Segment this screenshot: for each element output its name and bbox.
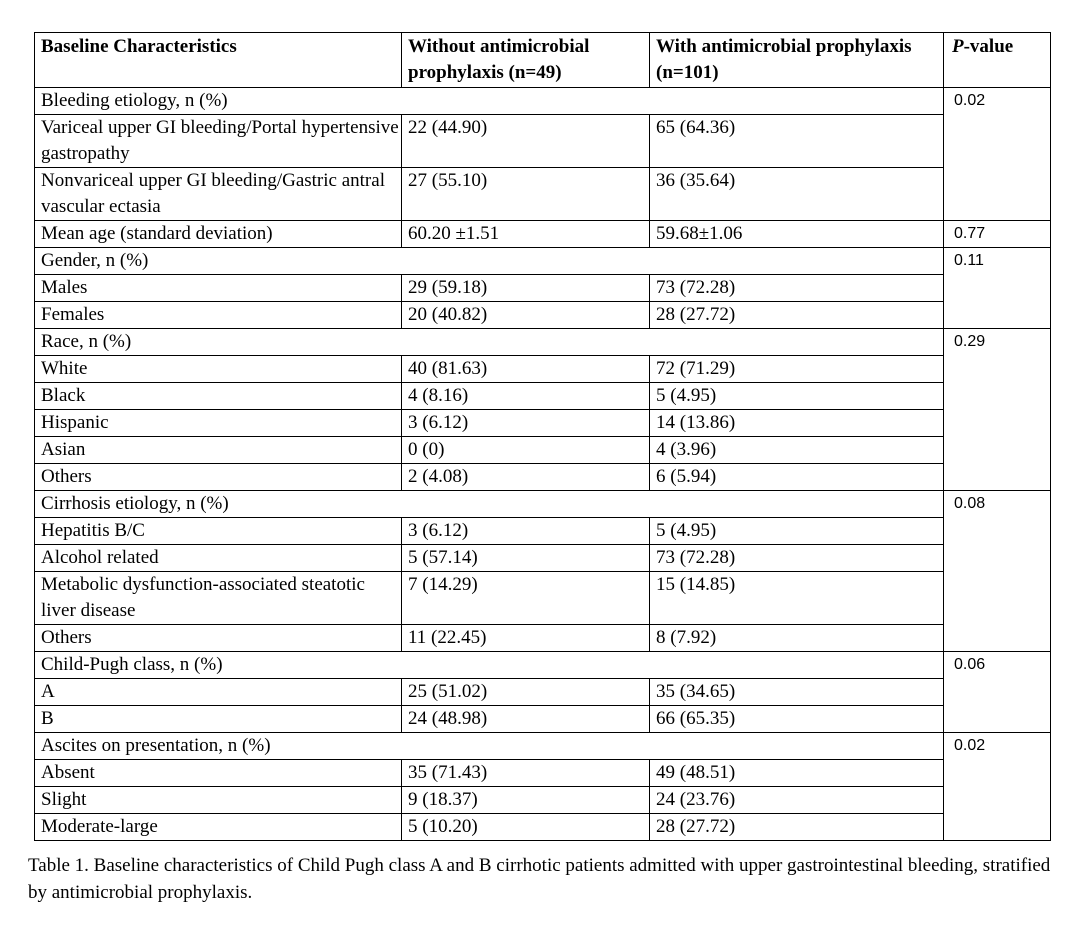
table-row <box>35 410 1051 437</box>
table-row <box>35 760 1051 787</box>
row-with-value: 24 (23.76) <box>650 787 944 814</box>
row-without-value: 22 (44.90) <box>402 115 650 168</box>
table-group-row <box>35 491 1051 518</box>
header-p-value <box>944 33 1051 88</box>
table-group-row <box>35 88 1051 115</box>
row-label: Absent <box>35 760 402 787</box>
table-row <box>35 679 1051 706</box>
table-row <box>35 383 1051 410</box>
row-without-value: 60.20 ±1.51 <box>402 221 650 248</box>
row-without-value: 5 (57.14) <box>402 545 650 572</box>
group-title: Gender, n (%) <box>35 248 944 275</box>
group-p-value: 0.02 <box>944 733 1051 841</box>
group-title: Cirrhosis etiology, n (%) <box>35 491 944 518</box>
row-without-value: 29 (59.18) <box>402 275 650 302</box>
table-row <box>35 518 1051 545</box>
row-without-value: 0 (0) <box>402 437 650 464</box>
row-with-value: 5 (4.95) <box>650 518 944 545</box>
table-row <box>35 625 1051 652</box>
row-without-value: 35 (71.43) <box>402 760 650 787</box>
row-label: A <box>35 679 402 706</box>
row-without-value: 24 (48.98) <box>402 706 650 733</box>
table-group-row <box>35 248 1051 275</box>
row-without-value: 40 (81.63) <box>402 356 650 383</box>
row-with-value: 6 (5.94) <box>650 464 944 491</box>
table-group-row <box>35 652 1051 679</box>
row-label: White <box>35 356 402 383</box>
row-without-value: 4 (8.16) <box>402 383 650 410</box>
row-without-value: 9 (18.37) <box>402 787 650 814</box>
row-label: B <box>35 706 402 733</box>
row-label: Black <box>35 383 402 410</box>
row-with-value: 73 (72.28) <box>650 275 944 302</box>
row-without-value: 7 (14.29) <box>402 572 650 625</box>
row-without-value: 11 (22.45) <box>402 625 650 652</box>
row-label: Hispanic <box>35 410 402 437</box>
row-with-value: 49 (48.51) <box>650 760 944 787</box>
row-without-value: 3 (6.12) <box>402 518 650 545</box>
row-label: Asian <box>35 437 402 464</box>
table-row <box>35 356 1051 383</box>
table-header-row <box>35 33 1051 88</box>
row-without-value: 27 (55.10) <box>402 168 650 221</box>
row-with-value: 28 (27.72) <box>650 302 944 329</box>
table-body <box>35 88 1051 841</box>
table-row <box>35 302 1051 329</box>
row-without-value: 3 (6.12) <box>402 410 650 437</box>
row-with-value: 14 (13.86) <box>650 410 944 437</box>
table-row <box>35 464 1051 491</box>
table-row <box>35 437 1051 464</box>
row-without-value: 2 (4.08) <box>402 464 650 491</box>
row-with-value: 5 (4.95) <box>650 383 944 410</box>
table-row <box>35 115 1051 168</box>
row-with-value: 72 (71.29) <box>650 356 944 383</box>
table-row <box>35 814 1051 841</box>
row-with-value: 15 (14.85) <box>650 572 944 625</box>
table-caption: Table 1. Baseline characteristics of Child Pugh class A and B cirrhotic patients admitted with upper gastrointestinal bleeding, stratified by antimicrobial prophylaxis. <box>28 855 1051 903</box>
row-label: Hepatitis B/C <box>35 518 402 545</box>
row-label: Nonvariceal upper GI bleeding/Gastric antral vascular ectasia <box>35 168 402 221</box>
row-label: Others <box>35 464 402 491</box>
table-row <box>35 168 1051 221</box>
table-row <box>35 787 1051 814</box>
header-characteristics: Baseline Characteristics <box>35 33 402 88</box>
group-p-value: 0.29 <box>944 329 1051 491</box>
row-p-value: 0.77 <box>944 221 1051 248</box>
row-with-value: 8 (7.92) <box>650 625 944 652</box>
table-row <box>35 221 1051 248</box>
row-label: Males <box>35 275 402 302</box>
table-row <box>35 545 1051 572</box>
table-row <box>35 275 1051 302</box>
group-p-value: 0.06 <box>944 652 1051 733</box>
row-label: Variceal upper GI bleeding/Portal hypertensive gastropathy <box>35 115 402 168</box>
table-group-row <box>35 329 1051 356</box>
row-with-value: 28 (27.72) <box>650 814 944 841</box>
row-without-value: 25 (51.02) <box>402 679 650 706</box>
group-p-value: 0.11 <box>944 248 1051 329</box>
group-title: Bleeding etiology, n (%) <box>35 88 944 115</box>
row-with-value: 66 (65.35) <box>650 706 944 733</box>
row-with-value: 4 (3.96) <box>650 437 944 464</box>
row-with-value: 65 (64.36) <box>650 115 944 168</box>
header-without-prophylaxis: Without antimicrobial prophylaxis (n=49) <box>402 33 650 88</box>
table-row <box>35 572 1051 625</box>
group-title: Ascites on presentation, n (%) <box>35 733 944 760</box>
row-without-value: 20 (40.82) <box>402 302 650 329</box>
group-p-value: 0.02 <box>944 88 1051 221</box>
header-with-prophylaxis: With antimicrobial prophylaxis (n=101) <box>650 33 944 88</box>
row-label: Alcohol related <box>35 545 402 572</box>
group-p-value: 0.08 <box>944 491 1051 652</box>
row-label: Moderate-large <box>35 814 402 841</box>
row-with-value: 35 (34.65) <box>650 679 944 706</box>
baseline-characteristics-table <box>34 32 1051 841</box>
table-row <box>35 706 1051 733</box>
table-group-row <box>35 733 1051 760</box>
header-p-italic: P <box>952 36 964 57</box>
header-p-rest: -value <box>963 36 1014 57</box>
group-title: Child-Pugh class, n (%) <box>35 652 944 679</box>
row-with-value: 59.68±1.06 <box>650 221 944 248</box>
row-label: Slight <box>35 787 402 814</box>
row-label: Mean age (standard deviation) <box>35 221 402 248</box>
group-title: Race, n (%) <box>35 329 944 356</box>
row-label: Females <box>35 302 402 329</box>
row-without-value: 5 (10.20) <box>402 814 650 841</box>
row-with-value: 36 (35.64) <box>650 168 944 221</box>
row-label: Others <box>35 625 402 652</box>
row-with-value: 73 (72.28) <box>650 545 944 572</box>
row-label: Metabolic dysfunction-associated steatotic liver disease <box>35 572 402 625</box>
